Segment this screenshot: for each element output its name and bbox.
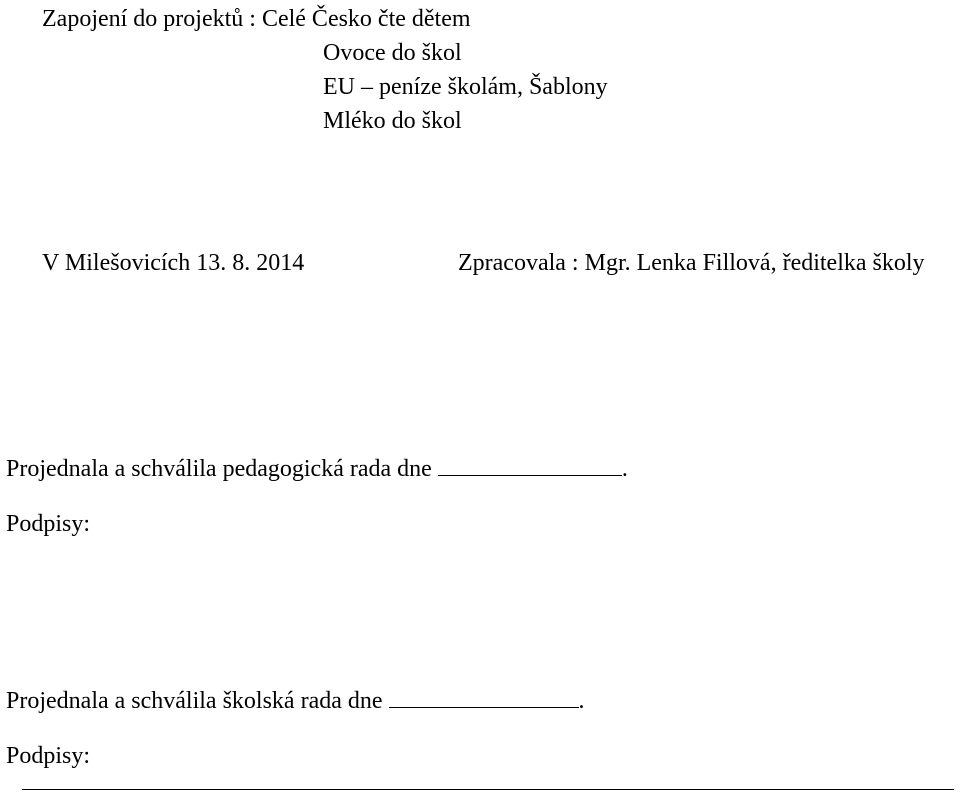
signatures-label: Podpisy:: [6, 511, 91, 537]
approval-school-board: [6, 685, 585, 716]
approval-pedagogical: [6, 453, 628, 484]
project-item: Mléko do škol: [323, 108, 462, 134]
approval-pedagogical-text: Projednala a schválila pedagogická rada dne: [6, 456, 432, 482]
period: .: [621, 456, 628, 482]
projects-label: Zapojení do projektů :: [42, 6, 256, 32]
signature-rule: [22, 789, 954, 790]
approval-school-board-text: Projednala a schválila školská rada dne: [6, 688, 383, 714]
project-item: Celé Česko čte dětem: [261, 6, 471, 32]
place-date: V Milešovicích 13. 8. 2014: [42, 250, 305, 276]
date-blank-line: [438, 453, 622, 476]
date-blank-line: [389, 685, 579, 708]
projects-heading: [42, 6, 471, 34]
project-item: EU – peníze školám, Šablony: [323, 74, 608, 100]
author-line: Zpracovala : Mgr. Lenka Fillová, ředitelka školy: [458, 250, 925, 276]
project-item: Ovoce do škol: [323, 40, 462, 66]
signatures-label: Podpisy:: [6, 743, 91, 769]
period: .: [578, 688, 585, 714]
